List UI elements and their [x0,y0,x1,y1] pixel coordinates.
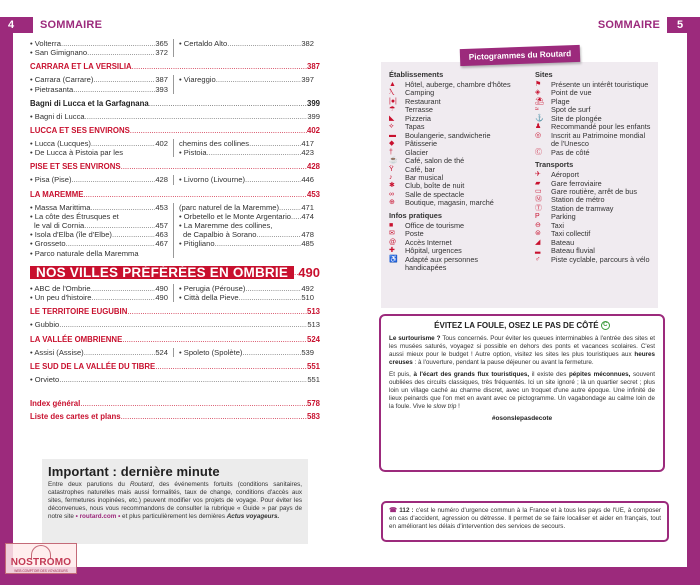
legend-item: ♿ Adapté aux personnes [389,254,479,264]
legend-item: Ⓜ Station de métro [535,195,605,205]
legend-item: ♂ Piste cyclable, parcours à vélo [535,254,650,264]
bike-icon: ♂ [535,255,541,263]
toc-entry[interactable]: • Bagni di Lucca ..... 399 [30,112,320,121]
toc-entry[interactable]: • Pitigliano ..... 485 [179,239,314,248]
toc-entry[interactable]: • La Maremme des collines, [179,221,273,231]
legend-item: ▬ Boulangerie, sandwicherie [389,130,491,140]
toc-entry[interactable]: (parc naturel de la Maremme) ..... 471 [179,203,314,212]
legend-item: ▂ Bateau fluvial [535,246,595,256]
legend-item: ⚓ Site de plongée [535,113,602,123]
toc-entry[interactable]: • Città della Pieve ..... 510 [179,293,314,302]
legend-item: ♟ Recommandé pour les enfants [535,122,651,132]
heading-sites: Sites [535,70,553,79]
pictograms-title: Pictogrammes du Routard [460,45,581,66]
hotel-icon: ▲ [389,81,396,88]
terrace-icon: ☂ [389,106,396,114]
toc-entry[interactable]: • Lucca (Lucques) ..... 402 [30,139,168,148]
avoid-crowds-paragraph-1: Le surtourisme ? Tous concernés. Pour éviter les queues interminables à l'entrée des sites et les musées saturés, voyagez si possible en dehors des ponts et vacances scolaires. C'est aussi mieux pour le budget ! Autre option, visitez les sites les plus touristiques aux heures creuses : à l'ouverture, pendant la pause déjeuner ou avant la fermeture. [389,335,655,367]
boat-icon: ◢ [535,238,541,246]
toc-section-lucca[interactable]: LUCCA ET SES ENVIRONS ..... 402 [30,126,320,136]
tourist-interest-icon: ⚑ [535,81,542,88]
river-boat-icon: ▂ [535,247,541,255]
legend-item: ◈ Point de vue [535,88,592,98]
running-header-left: SOMMAIRE [40,19,103,31]
theatre-icon: ∞ [389,190,394,198]
toc-section-vallee[interactable]: LA VALLÉE OMBRIENNE ..... 524 [30,335,320,345]
legend-item: † Glacier [389,147,429,157]
internet-icon: @ [389,238,397,246]
unesco-icon: ◎ [535,131,542,139]
toc-maps-list[interactable]: Liste des cartes et plans ..... 583 [30,412,320,422]
legend-item: ∞ Salle de spectacle [389,189,465,199]
right-page-edge-bar [687,33,700,585]
legend-item: ✈ Aéroport [535,170,579,180]
parking-icon: P [535,213,540,221]
toc-entry[interactable]: • Orbetello et le Monte Argentario ..... 474 [179,212,314,221]
toc-section-eugubin[interactable]: LE TERRITOIRE EUGUBIN ..... 513 [30,307,320,317]
train-icon: ▰ [535,179,541,187]
tram-icon: Ⓣ [535,204,542,212]
phone-icon: ☎ [389,507,398,514]
nostromo-logo: NOSTROMO WEB COMPTOIR DES VOYAGEURS [5,543,77,574]
toc-two-col [30,39,320,57]
legend-item: ♪ Bar musical [389,172,444,182]
legend-item: handicapées [405,263,447,273]
emergency-text: ☎ 112 : c'est le numéro d'urgence commun à la France et à tous les pays de l'UE, à composer en cas d'accident, agression ou détresse. Il permet de se faire localiser et aider en français, tout en améliorant les délais d'intervention des services de secours. [389,507,662,530]
left-page-edge-bar [0,17,13,585]
toc-entry[interactable]: le val di Cornia ..... 457 [30,221,168,230]
restaurant-icon: |●| [389,97,397,105]
legend-item: de l'Unesco [551,139,589,149]
toc-entry[interactable]: • Massa Marittima ..... 453 [30,203,168,212]
legend-item: ◢ Bateau [535,237,575,247]
important-notice-box [42,459,308,544]
legend-item: ⚑ Présente un intérêt touristique [535,80,649,89]
airport-icon: ✈ [535,171,541,179]
icecream-icon: † [389,148,393,156]
legend-item: P Parking [535,212,576,222]
toc-entry[interactable]: • Gubbio ..... 513 [30,320,320,329]
metro-icon: Ⓜ [535,196,542,204]
toc-entry[interactable]: • Viareggio ..... 397 [179,75,314,84]
toc-entry[interactable]: • Isola d'Elba (île d'Elbe) ..... 463 [30,230,168,239]
legend-item: ⟡ Tapas [389,122,425,132]
legend-item: @ Accès Internet [389,237,452,247]
beach-icon: ⛱ [535,97,544,105]
toc-entry[interactable]: • San Gimignano ..... 372 [30,48,168,57]
toc-entry[interactable]: • Grosseto ..... 467 [30,239,168,248]
heading-establishments: Établissements [389,70,444,79]
toc-section-bagni[interactable]: Bagni di Lucca et la Garfagnana ..... 399 [30,99,320,109]
emergency-number-box [381,501,669,542]
tourist-office-icon: ■ [389,221,394,229]
diving-icon: ⚓ [535,114,544,122]
legend-item: ≈ Spot de surf [535,105,591,115]
important-title: Important : dernière minute [48,464,220,479]
hashtag: #osonslepasdecote [491,414,553,422]
tapas-icon: ⟡ [389,123,394,131]
toc-entry[interactable]: • Pisa (Pise) ..... 428 [30,175,168,184]
toc-entry[interactable]: • Perugia (Pérouse) ..... 492 [179,284,314,293]
toc-entry[interactable]: de Capalbio à Sorano ..... 478 [179,230,314,239]
toc-entry[interactable]: • Livorno (Livourne) ..... 446 [179,175,314,184]
toc-index[interactable]: Index général ..... 578 [30,399,320,409]
page-number-left: 4 [0,17,33,33]
avoid-crowds-box [379,314,665,472]
taxi-icon: ⊖ [535,221,541,229]
legend-item: ◆ Pâtisserie [389,139,438,149]
bottom-edge-bar [0,567,700,585]
important-text: Entre deux parutions du Routard, des événements fortuits (conditions sanitaires, catastrophes naturelles mais aussi formalités, taux de change, conditions d'accès aux sites, fermetures inopinées, etc.) peuvent modifier vos projets de voyage. Pour éviter les déconvenues, nous vous recommandons de consulter la rubrique « Guide » par pays de notre site • routard.com • et plus particulièrement les dernières Actus voyageurs. [48,481,302,520]
legend-item: Ⓣ Station de tramway [535,203,614,213]
pictograms-legend [381,62,658,308]
toc-entry[interactable]: • Orvieto ..... 551 [30,375,320,384]
toc-entry[interactable]: • La côte des Étrusques et [30,211,119,221]
legend-item: ◣ Pizzeria [389,113,431,123]
legend-item: ⊕ Boutique, magasin, marché [389,198,494,208]
music-icon: ♪ [389,173,393,181]
club-icon: ✱ [389,182,395,190]
toc-entry[interactable]: • Pietrasanta ..... 393 [30,85,168,94]
legend-item: |●| Restaurant [389,96,441,106]
legend-item: ⊖ Taxi [535,220,564,230]
toc-entry[interactable]: • Certaldo Alto ..... 382 [179,39,314,48]
routard-link[interactable]: • routard.com • [75,513,121,520]
toc-entry[interactable]: • Volterra ..... 365 [30,39,168,48]
off-path-icon: Ⓒ [535,148,542,156]
bar-icon: Ÿ [389,165,394,173]
toc-part-ombrie[interactable]: NOS VILLES PRÉFÉRÉES EN OMBRIE ..... 490 [30,266,320,279]
toc-section-carrara[interactable]: CARRARA ET LA VERSILIA ..... 387 [30,62,320,72]
off-path-icon: C [601,321,610,330]
legend-item: Ⓒ Pas de côté [535,147,590,157]
avoid-crowds-paragraph-2: Et puis, à l'écart des grands flux touristiques, il existe des pépites méconnues, souvent oubliées des circuits classiques, très fréquentés. Ici un site ignoré ; là un quartier secret ; plus loin un village caché au charme discret, avec un troquet d'une autre époque. Une infinité de lieux peinards que l'on met en avant avec ce pictogramme. Un vagabondage au calme loin de la foule. Vive le slow trip ! [389,371,656,410]
toc-entry[interactable]: • Spoleto (Spolète) ..... 539 [179,348,314,357]
legend-item: ▭ Gare routière, arrêt de bus [535,186,637,196]
toc-section-pise[interactable]: PISE ET SES ENVIRONS ..... 428 [30,162,320,172]
children-icon: ♟ [535,123,542,131]
legend-item: ■ Office de tourisme [389,220,465,230]
toc-entry[interactable]: • Parco naturale della Maremma [30,248,139,258]
legend-item: ✉ Poste [389,229,424,239]
page-number-right: 5 [667,17,700,33]
hospital-icon: ✚ [389,247,395,255]
table-of-contents [30,39,320,425]
camping-icon: Ⲗ [389,89,394,97]
heading-transports: Transports [535,160,574,170]
legend-item: ▲ Hôtel, auberge, chambre d'hôtes [389,80,511,89]
pizza-icon: ◣ [389,114,395,122]
heading-practical-info: Infos pratiques [389,210,442,220]
legend-item: ▰ Gare ferroviaire [535,178,602,188]
toc-entry[interactable]: • Assisi (Assise) ..... 524 [30,348,168,357]
shop-icon: ⊕ [389,199,395,207]
toc-section-tibre[interactable]: LE SUD DE LA VALLÉE DU TIBRE ..... 551 [30,362,320,372]
bus-icon: ▭ [535,187,542,195]
legend-item: ✱ Club, boîte de nuit [389,181,465,191]
toc-entry[interactable]: • Carrara (Carrare) ..... 387 [30,75,168,84]
running-header-right: SOMMAIRE [597,19,660,31]
legend-item: Ⲗ Camping [389,88,435,98]
toc-entry[interactable]: • ABC de l'Ombrie ..... 490 [30,284,168,293]
pastry-icon: ◆ [389,140,395,148]
avoid-crowds-title: ÉVITEZ LA FOULE, OSEZ LE PAS DE CÔTÉ C [389,321,655,330]
viewpoint-icon: ◈ [535,89,541,97]
toc-entry[interactable]: • De Lucca à Pistoia par les [30,148,123,158]
toc-section-maremme[interactable]: LA MAREMME ..... 453 [30,190,320,200]
legend-item: Ÿ Café, bar [389,164,436,174]
toc-entry[interactable]: • Un peu d'histoire ..... 490 [30,293,168,302]
legend-item: ☕ Café, salon de thé [389,156,465,166]
toc-entry[interactable]: chemins des collines ..... 417 [179,139,314,148]
toc-entry[interactable]: • Pistoia ..... 423 [179,148,314,157]
legend-item: ⛱ Plage [535,96,570,106]
accessible-icon: ♿ [389,255,398,263]
legend-item: ◎ Inscrit au Patrimoine mondial [535,130,646,140]
shared-taxi-icon: ⊜ [535,230,541,238]
post-icon: ✉ [389,230,395,238]
tea-icon: ☕ [389,157,398,165]
legend-item: ☂ Terrasse [389,105,433,115]
bread-icon: ▬ [389,131,396,139]
surf-icon: ≈ [535,106,539,114]
legend-item: ✚ Hôpital, urgences [389,246,462,256]
legend-item: ⊜ Taxi collectif [535,229,591,239]
